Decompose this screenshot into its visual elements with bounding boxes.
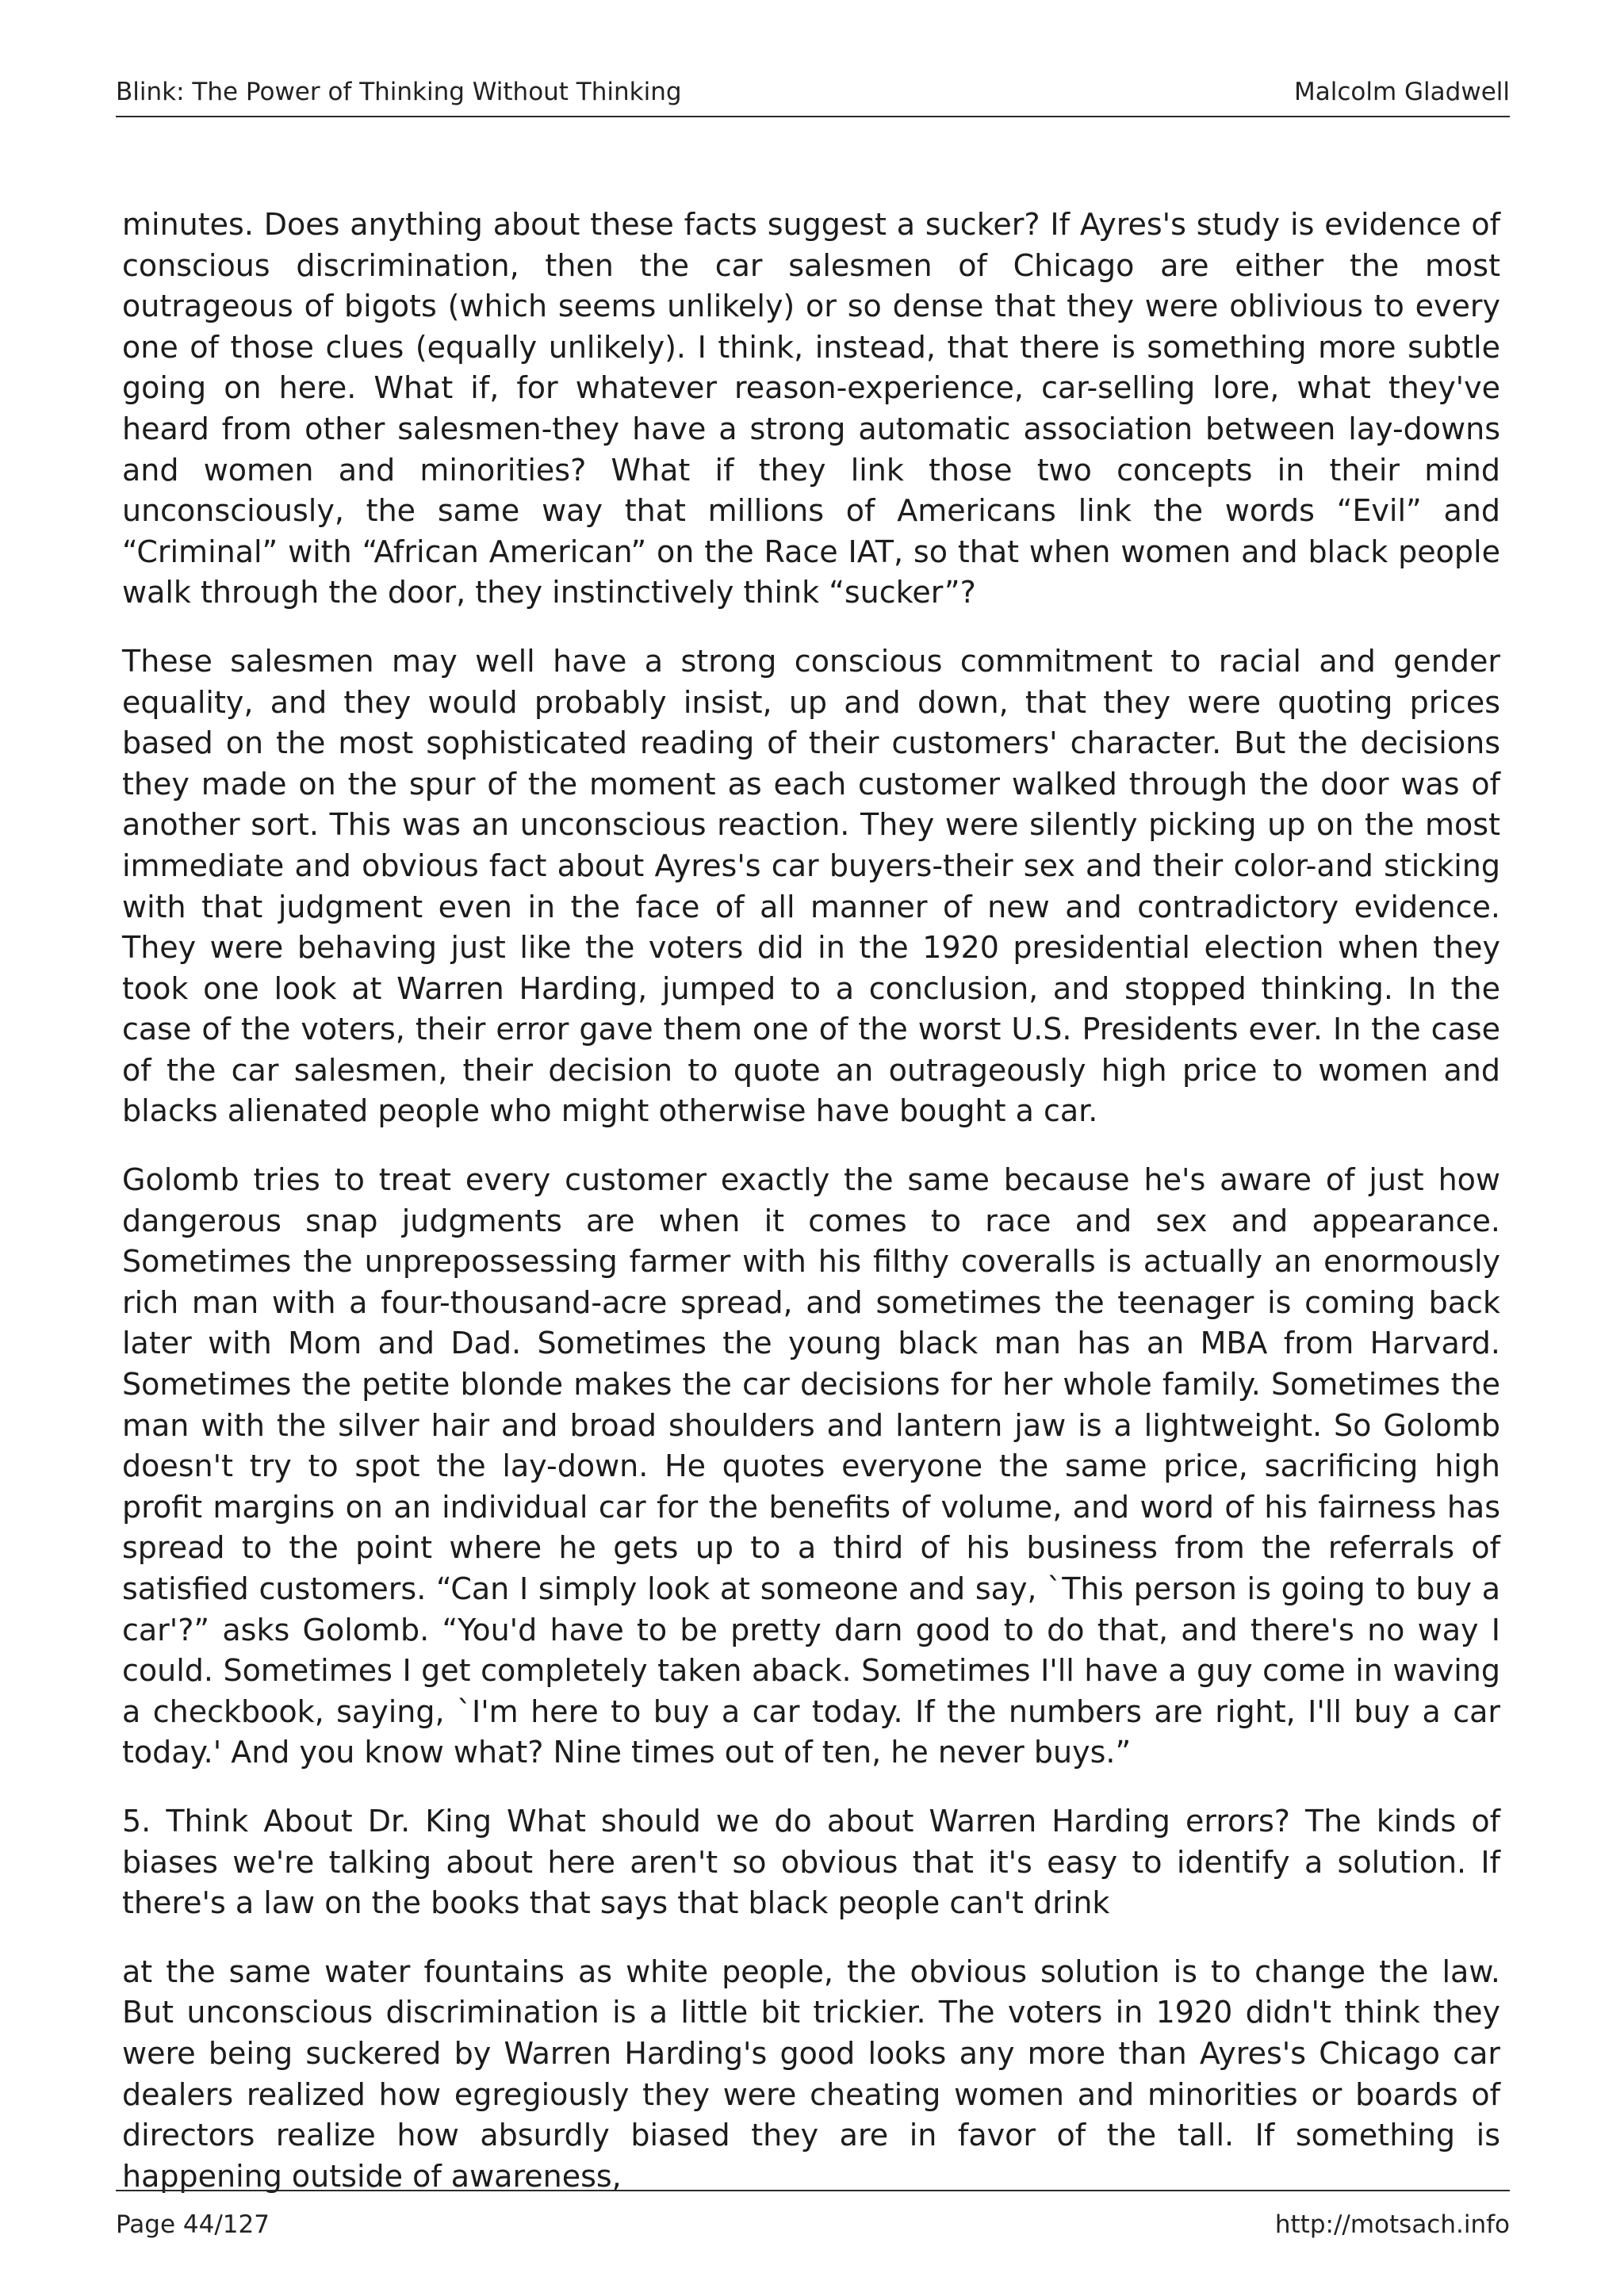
body-paragraph: at the same water fountains as white people, the obvious solution is to change the law. But unconscious discrimination is a little bit trickier. The voters in 1920 didn't think they were being suckered by Warren Harding's good looks any more than Ayres's Chicago car dealers realized how egregiously they were cheating women and minorities or boards of directors realize how absurdly biased they are in favor of the tall. If something is happening outside of awareness, (122, 1954, 1500, 2194)
author-name: Malcolm Gladwell (1294, 78, 1510, 106)
body-paragraph: Golomb tries to treat every customer exactly the same because he's aware of just how dangerous snap judgments are when it comes to race and sex and appearance. Sometimes the unprepossessing farmer with his filthy coveralls is actually an enormously rich man with a four-thousand-acre spread, and sometimes the teenager is coming back later with Mom and Dad. Sometimes the young black man has an MBA from Harvard. Sometimes the petite blonde makes the car decisions for her whole family. Sometimes the man with the silver hair and broad shoulders and lantern jaw is a lightweight. So Golomb doesn't try to spot the lay-down. He quotes everyone the same price, sacrificing high profit margins on an individual car for the benefits of volume, and word of his fairness has spread to the point where he gets up to a third of his business from the referrals of satisfied customers. “Can I simply look at someone and say, `This person is going to buy a car'?” asks Golomb. “You'd have to be pretty darn good to do that, and there's no way I could. Sometimes I get completely taken aback. Sometimes I'll have a guy come in waving a checkbook, saying, `I'm here to buy a car today. If the numbers are right, I'll buy a car today.' And you know what? Nine times out of ten, he never buys.” (122, 1162, 1500, 1770)
page-header (116, 73, 1510, 117)
page-body (122, 205, 1500, 2225)
page-footer (116, 2190, 1510, 2239)
body-paragraph: These salesmen may well have a strong conscious commitment to racial and gender equality, and they would probably insist, up and down, that they were quoting prices based on the most sophisticated reading of their customers' character. But the decisions they made on the spur of the moment as each customer walked through the door was of another sort. This was an unconscious reaction. They were silently picking up on the most immediate and obvious fact about Ayres's car buyers-their sex and their color-and sticking with that judgment even in the face of all manner of new and contradictory evidence. They were behaving just like the voters did in the 1920 presidential election when they took one look at Warren Harding, jumped to a conclusion, and stopped thinking. In the case of the voters, their error gave them one of the worst U.S. Presidents ever. In the case of the car salesmen, their decision to quote an outrageously high price to women and blacks alienated people who might otherwise have bought a car. (122, 643, 1500, 1129)
body-paragraph: 5. Think About Dr. King What should we do about Warren Harding errors? The kinds of biases we're talking about here aren't so obvious that it's easy to identify a solution. If there's a law on the books that says that black people can't drink (122, 1803, 1500, 1921)
book-title: Blink: The Power of Thinking Without Thinking (116, 78, 682, 106)
body-paragraph: minutes. Does anything about these facts suggest a sucker? If Ayres's study is evidence of conscious discrimination, then the car salesmen of Chicago are either the most outrageous of bigots (which seems unlikely) or so dense that they were oblivious to every one of those clues (equally unlikely). I think, instead, that there is something more subtle going on here. What if, for whatever reason-experience, car-selling lore, what they've heard from other salesmen-they have a strong automatic association between lay-downs and women and minorities? What if they link those two concepts in their mind unconsciously, the same way that millions of Americans link the words “Evil” and “Criminal” with “African American” on the Race IAT, so that when women and black people walk through the door, they instinctively think “sucker”? (122, 207, 1500, 610)
site-url: http://motsach.info (1274, 2210, 1510, 2239)
page-number: Page 44/127 (116, 2210, 270, 2239)
